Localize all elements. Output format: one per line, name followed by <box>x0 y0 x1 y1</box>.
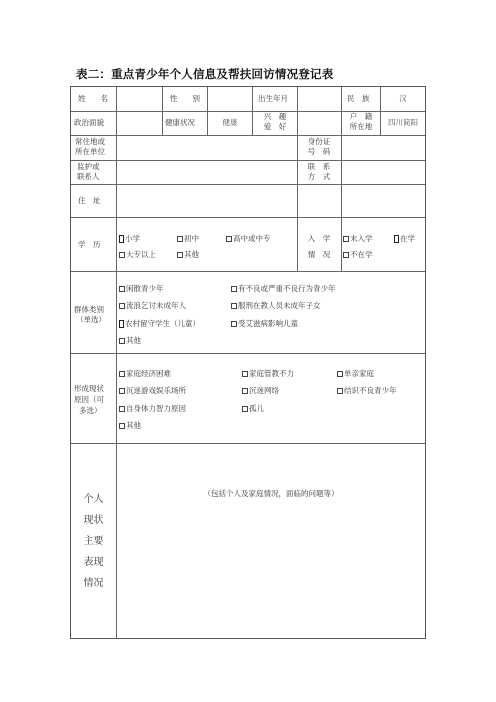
group-label-2: （单选） <box>76 315 106 324</box>
gender-label: 性 别 <box>170 94 200 103</box>
cause-label-2: 原因（可 <box>74 395 104 404</box>
status-label-line-1: 个人 <box>83 494 104 505</box>
name-label: 姓 名 <box>78 94 108 103</box>
cause-option-orphan[interactable]: 孤儿 <box>242 404 264 414</box>
checkbox-icon <box>177 252 183 258</box>
address-label: 住 址 <box>78 196 101 205</box>
checkbox-icon <box>119 338 125 344</box>
cause-option-poverty[interactable]: 家庭经济困难 <box>119 369 171 379</box>
education-option-senior[interactable]: 高中或中专 <box>226 234 271 244</box>
household-label-1: 户 籍 <box>349 112 373 121</box>
status-label-line-3: 主要 <box>83 536 104 547</box>
school-status-dropped-out[interactable]: 不在学 <box>343 250 373 260</box>
cause-label-3: 多选） <box>79 406 102 415</box>
checkbox-icon <box>242 406 248 412</box>
education-option-college[interactable]: 大专以上 <box>119 250 156 260</box>
cause-option-gaming[interactable]: 沉迷游戏娱乐场所 <box>119 386 186 396</box>
cause-option-physical-mental[interactable]: 自身体力智力原因 <box>119 404 186 414</box>
checkbox-icon <box>119 406 125 412</box>
group-option-aids-affected[interactable]: 受艾滋病影响儿童 <box>231 319 298 329</box>
ethnicity-label: 民 族 <box>347 94 370 103</box>
ethnicity-value[interactable]: 汉 <box>399 94 407 103</box>
column-divider <box>162 87 163 135</box>
household-value[interactable]: 四川简阳 <box>388 118 418 127</box>
id-number-label-1: 身份证 <box>307 137 331 146</box>
name-field[interactable] <box>117 88 161 110</box>
group-option-other[interactable]: 其他 <box>119 336 141 346</box>
residence-label-1: 常住地或 <box>75 137 105 146</box>
residence-label-2: 所在单位 <box>75 147 105 156</box>
education-label: 学 历 <box>78 240 101 249</box>
education-option-primary[interactable]: 小学 <box>119 234 140 244</box>
status-label-line-4: 表现 <box>83 557 104 568</box>
birth-date-field[interactable] <box>298 88 340 110</box>
political-status-label: 政治面貌 <box>74 118 104 127</box>
cause-option-other[interactable]: 其他 <box>119 421 141 431</box>
checkbox-icon <box>337 371 343 377</box>
school-status-label-1: 入 学 <box>307 234 331 243</box>
id-number-field[interactable] <box>342 136 425 159</box>
checkbox-icon <box>231 286 237 292</box>
cause-option-internet[interactable]: 沉迷网络 <box>242 386 279 396</box>
checkbox-icon <box>177 236 183 242</box>
health-label: 健康状况 <box>165 118 195 127</box>
checkbox-icon <box>242 371 248 377</box>
checkbox-icon <box>119 303 125 309</box>
checkbox-checked-icon <box>119 235 124 243</box>
school-status-label-2: 情 况 <box>307 250 331 259</box>
hobby-field[interactable] <box>298 112 340 134</box>
contact-field[interactable] <box>342 161 425 183</box>
cause-option-poor-discipline[interactable]: 家庭管教不力 <box>242 369 294 379</box>
birth-date-label: 出生年月 <box>258 94 288 103</box>
checkbox-icon <box>231 303 237 309</box>
cause-option-single-parent[interactable]: 单亲家庭 <box>337 369 374 379</box>
checkbox-checked-icon <box>119 320 124 328</box>
checkbox-icon <box>119 388 125 394</box>
row-divider <box>71 271 425 272</box>
cause-label-1: 形成现状 <box>74 384 104 393</box>
checkbox-icon <box>119 371 125 377</box>
school-status-not-enrolled[interactable]: 未入学 <box>343 234 373 244</box>
checkbox-icon <box>343 252 349 258</box>
health-value[interactable]: 健康 <box>222 118 238 127</box>
cause-option-bad-peers[interactable]: 结识不良青少年 <box>337 386 397 396</box>
residence-field[interactable] <box>117 136 296 159</box>
status-label-line-5: 情况 <box>83 578 104 589</box>
hobby-label-2: 爱 好 <box>263 122 287 131</box>
group-option-vagrant[interactable]: 流浪乞讨未成年人 <box>119 301 186 311</box>
row-divider <box>71 353 425 354</box>
checkbox-icon <box>226 236 232 242</box>
group-option-misbehavior[interactable]: 有不良或严重不良行为青少年 <box>231 284 336 294</box>
contact-label-2: 方 式 <box>307 172 331 181</box>
address-field[interactable] <box>117 185 425 216</box>
row-divider <box>71 217 425 218</box>
education-option-other[interactable]: 其他 <box>177 250 199 260</box>
group-label-1: 群体类别 <box>74 305 104 314</box>
guardian-label-1: 监护或 <box>77 162 100 171</box>
guardian-field[interactable] <box>117 161 296 183</box>
checkbox-icon <box>337 388 343 394</box>
status-label-line-2: 现状 <box>83 515 104 526</box>
checkbox-checked-icon <box>394 235 399 243</box>
registration-form <box>70 86 426 639</box>
status-text-area[interactable] <box>117 444 425 638</box>
checkbox-icon <box>119 252 125 258</box>
group-option-inmate-children[interactable]: 服刑在教人员未成年子女 <box>231 301 321 311</box>
school-status-enrolled[interactable]: 在学 <box>394 234 415 244</box>
form-title: 表二：重点青少年个人信息及帮扶回访情况登记表 <box>76 67 334 81</box>
household-label-2: 所在地 <box>349 122 373 131</box>
checkbox-icon <box>119 286 125 292</box>
group-option-left-behind[interactable]: 农村留守学生（儿童） <box>119 319 200 329</box>
political-status-field[interactable] <box>117 112 161 134</box>
hobby-label-1: 兴 趣 <box>263 112 287 121</box>
id-number-label-2: 号 码 <box>307 147 331 156</box>
checkbox-icon <box>231 321 237 327</box>
checkbox-icon <box>242 388 248 394</box>
group-option-idle[interactable]: 闲散青少年 <box>119 284 164 294</box>
education-option-junior[interactable]: 初中 <box>177 234 199 244</box>
guardian-label-2: 联系人 <box>77 172 100 181</box>
checkbox-icon <box>343 236 349 242</box>
checkbox-icon <box>119 423 125 429</box>
contact-label-1: 联 系 <box>307 162 331 171</box>
status-hint: （包括个人及家庭情况，面临的问题等） <box>203 489 339 498</box>
gender-field[interactable] <box>208 88 251 110</box>
